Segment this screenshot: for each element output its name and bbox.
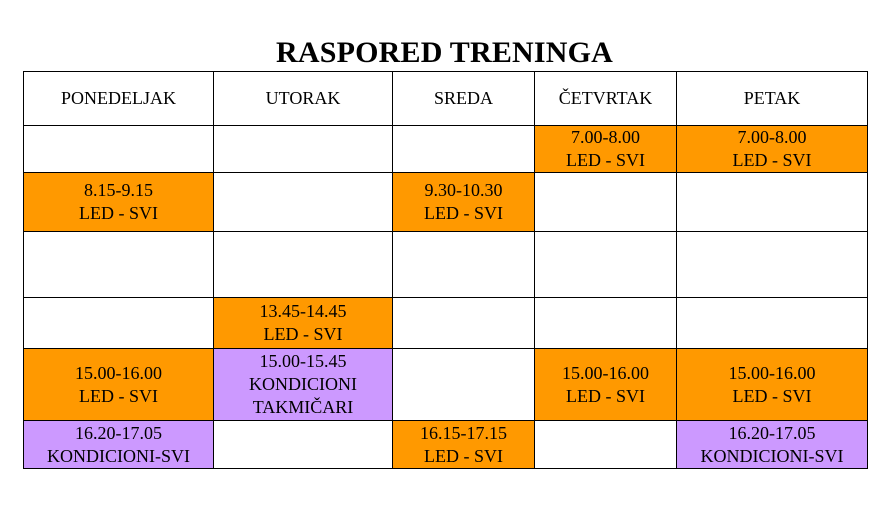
schedule-cell <box>677 421 868 469</box>
schedule-cell <box>535 349 677 421</box>
session-label: LED - SVI <box>732 385 812 406</box>
schedule-cell <box>393 421 535 469</box>
session-time: 16.20-17.05 <box>728 422 816 443</box>
session-time: 9.30-10.30 <box>424 180 503 200</box>
header-row <box>24 72 868 126</box>
schedule-cell <box>677 232 868 298</box>
schedule-cell <box>214 232 393 298</box>
day-header-utorak: UTORAK <box>214 72 393 126</box>
day-header-petak: PETAK <box>677 72 868 126</box>
page-title: RASPORED TRENINGA <box>275 36 614 69</box>
session-time: 15.00-16.00 <box>728 362 816 383</box>
table-row <box>24 421 868 469</box>
schedule-cell <box>24 421 214 469</box>
session-label: KONDICIONI <box>249 374 357 394</box>
schedule-cell <box>677 173 868 232</box>
schedule-cell <box>535 126 677 173</box>
session-label: LED - SVI <box>732 150 812 170</box>
table-row <box>24 349 868 421</box>
session-time: 15.00-16.00 <box>562 362 649 383</box>
table-row <box>24 298 868 349</box>
table-row <box>24 126 868 173</box>
session-label: LED - SVI <box>79 385 158 406</box>
day-header-sreda: SREDA <box>393 72 535 126</box>
session-time: 7.00-8.00 <box>737 127 807 147</box>
schedule-cell <box>393 232 535 298</box>
session-label: KONDICIONI-SVI <box>47 445 190 466</box>
session-time: 13.45-14.45 <box>259 301 347 321</box>
session-time: 8.15-9.15 <box>84 180 153 200</box>
day-header-cetvrtak: ČETVRTAK <box>535 72 677 126</box>
session-label: LED - SVI <box>424 445 503 466</box>
table-row <box>24 232 868 298</box>
schedule-cell <box>535 173 677 232</box>
session-time: 16.20-17.05 <box>75 422 162 443</box>
schedule-table <box>23 71 868 469</box>
session-label: TAKMIČARI <box>252 397 354 417</box>
session-time: 16.15-17.15 <box>420 422 507 443</box>
session-label: KONDICIONI-SVI <box>700 445 844 466</box>
schedule-cell <box>677 126 868 173</box>
schedule-cell <box>214 298 393 349</box>
schedule-cell <box>214 349 393 421</box>
session-label: LED - SVI <box>566 385 645 406</box>
session-label: LED - SVI <box>566 150 645 170</box>
schedule-cell <box>214 173 393 232</box>
table-row <box>24 173 868 232</box>
session-label: LED - SVI <box>79 203 158 223</box>
schedule-cell <box>393 173 535 232</box>
session-time: 15.00-16.00 <box>75 362 162 383</box>
schedule-cell <box>214 421 393 469</box>
schedule-cell <box>214 126 393 173</box>
schedule-cell <box>24 232 214 298</box>
schedule-cell <box>393 298 535 349</box>
day-header-ponedeljak: PONEDELJAK <box>24 72 214 126</box>
schedule-cell <box>393 349 535 421</box>
session-label: LED - SVI <box>263 324 343 344</box>
schedule-cell <box>24 126 214 173</box>
schedule-cell <box>24 298 214 349</box>
schedule-cell <box>24 173 214 232</box>
schedule-cell <box>535 298 677 349</box>
schedule-cell <box>535 421 677 469</box>
session-label: LED - SVI <box>424 203 503 223</box>
schedule-cell <box>677 298 868 349</box>
schedule-cell <box>677 349 868 421</box>
schedule-cell <box>393 126 535 173</box>
schedule-cell <box>24 349 214 421</box>
session-time: 15.00-15.45 <box>259 351 347 371</box>
schedule-cell <box>535 232 677 298</box>
session-time: 7.00-8.00 <box>571 127 640 147</box>
